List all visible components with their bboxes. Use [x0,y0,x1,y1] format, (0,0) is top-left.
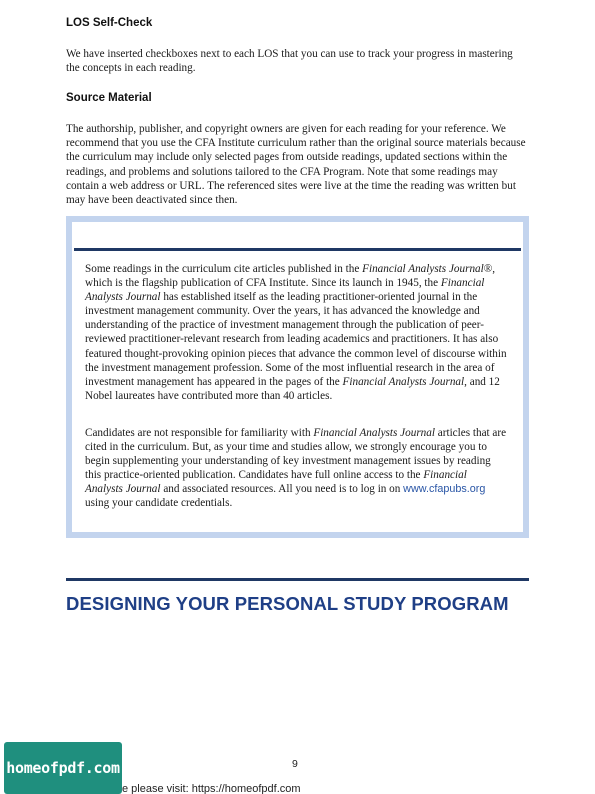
callout-paragraph-1: Some readings in the curriculum cite articles published in the Financial Analysts Journal®, which is the flagship publication of CFA Institute. Since its launch in 1945, the Financial Analysts Journal has established itself as the leading practitioner-oriented journal in the investment management community. Over the years, it has advanced the knowledge and understanding of the practice of investment management through the publication of peer-reviewed practitioner-relevant research from leading academics and practitioners. It has also featured thought-provoking opinion pieces that advance the common level of discourse within the investment management profession. Some of the most influential research in the area of investment management has appeared in the pages of the Financial Analysts Journal, and 12 Nobel laureates have contributed more than 40 articles. [85,263,507,402]
journal-title: Financial Analysts Journal [342,375,465,388]
journal-title: Financial Analysts Journal [362,263,484,275]
journal-title: Financial Analysts Journal [85,469,467,496]
callout-rule [74,248,521,251]
faj-callout-box [66,216,529,538]
page-number: 9 [292,758,298,770]
watermark-badge-text: homeofpdf.com [6,759,120,777]
section-title: DESIGNING YOUR PERSONAL STUDY PROGRAM [66,593,509,614]
cfapubs-link[interactable]: www.cfapubs.org [403,483,486,496]
los-body: We have inserted checkboxes next to each LOS that you can use to track your progress in mastering the concepts in each reading. [66,48,513,75]
section-rule [66,578,529,581]
watermark-footer-text: e please visit: https://homeofpdf.com [122,783,301,794]
callout-paragraph-2: Candidates are not responsible for familiarity with Financial Analysts Journal articles that are cited in the curriculum. But, as your time and studies allow, we strongly encourage you to begin supplementing your understanding of key investment management issues by reading this practice-oriented publication. Candidates have full online access to the Financial Analysts Journal and associated resources. All you need is to log in on www.cfapubs.org using your candidate credentials. [85,427,507,510]
watermark-badge[interactable] [4,742,122,794]
journal-title: Financial Analysts Journal [313,427,435,439]
source-body: The authorship, publisher, and copyright owners are given for each reading for your reference. We recommend that you use the CFA Institute curriculum rather than the original source materials because the curriculum may include only selected pages from outside readings, updated sections within the readings, and problems and solutions tailored to the CFA Program. Note that some readings may contain a web address or URL. The referenced sites were live at the time the reading was written but may have been deactivated since then. [66,123,526,207]
source-heading: Source Material [66,92,152,104]
los-heading: LOS Self-Check [66,17,153,29]
journal-title: Financial Analysts Journal [85,277,485,304]
